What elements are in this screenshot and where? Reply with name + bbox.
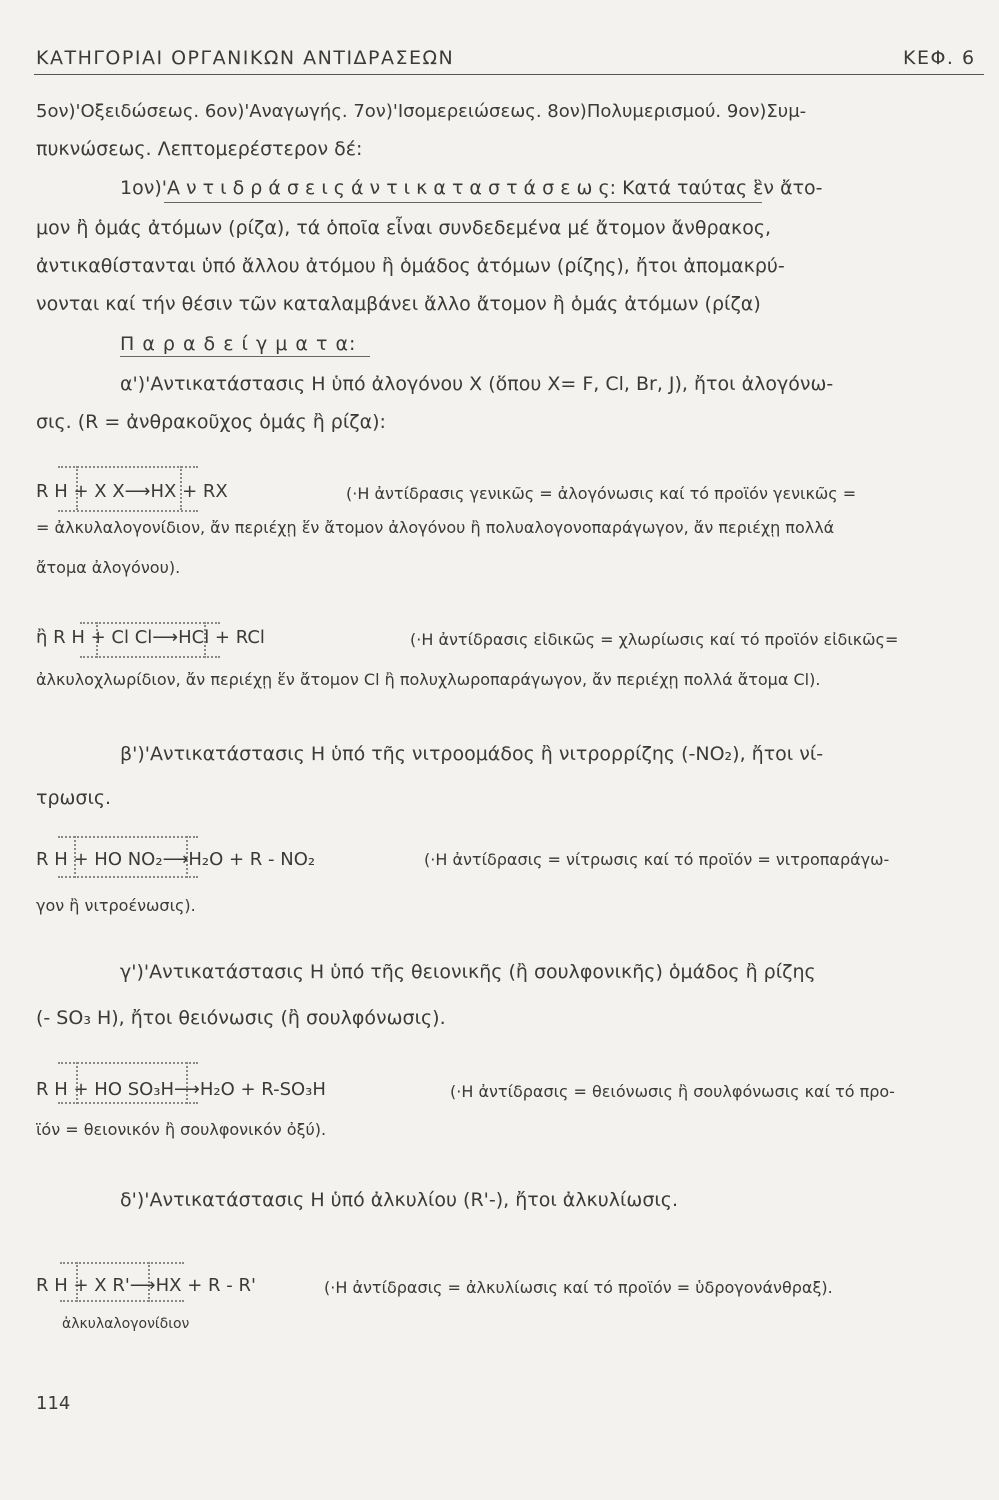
a-eq2-line-2: ἀλκυλοχλωρίδιον, ἄν περιέχῃ ἕν ἄτομον Cl ἢ πολυχλωροπαράγωγον, ἄν περιέχῃ πολλά ἄτομα Cl). <box>36 670 821 689</box>
a-eq1-note: (·Η ἀντίδρασις γενικῶς = ἀλογόνωσις καί τό προϊόν γενικῶς = <box>346 484 857 503</box>
b-eq-note: (·Η ἀντίδρασις = νίτρωσις καί τό προϊόν = νιτροπαράγω- <box>424 850 890 869</box>
chapter-label: ΚΕΦ. 6 <box>903 47 976 69</box>
section-line-2: μον ἢ ὁμάς ἀτόμων (ρίζα), τά ὁποῖα εἶναι συνδεδεμένα μέ ἄτομον ἄνθρακος, <box>36 217 772 239</box>
intro-line-2: πυκνώσεως. Λεπτομερέστερον δέ: <box>36 138 363 160</box>
c-line-2: (- SO₃ H), ἤτοι θειόνωσις (ἢ σουλφόνωσις). <box>36 1007 446 1029</box>
section-line-3: ἀντικαθίστανται ὑπό ἄλλου ἀτόμου ἢ ὁμάδος ἀτόμων (ρίζης), ἤτοι ἀπομακρύ- <box>36 255 785 277</box>
a-eq2-note: (·Η ἀντίδρασις εἰδικῶς = χλωρίωσις καί τό προϊόν εἰδικῶς= <box>410 630 899 649</box>
a-line-1: α')'Αντικατάστασις Η ὑπό ἀλογόνου Χ (ὅπου Χ= F, Cl, Br, J), ἤτοι ἀλογόνω- <box>120 373 834 395</box>
section-line-1-rest: Κατά ταύτας ἓν ἄτο- <box>622 177 823 199</box>
intro-line-1: 5ον)'Οξειδώσεως. 6ον)'Αναγωγής. 7ον)'Ισομερειώσεως. 8ον)Πολυμερισμού. 9ον)Συμ- <box>36 101 807 122</box>
a-eq1-line-3: ἄτομα ἀλογόνου). <box>36 558 181 577</box>
d-eq-sublabel: ἀλκυλαλογονίδιον <box>62 1316 190 1332</box>
examples-underline <box>120 356 370 357</box>
d-eq-note: (·Η ἀντίδρασις = ἀλκυλίωσις καί τό προϊόν = ὑδρογονάνθραξ). <box>324 1278 833 1297</box>
d-line-1: δ')'Αντικατάστασις Η ὑπό ἀλκυλίου (R'-), ἤτοι ἀλκυλίωσις. <box>120 1189 678 1211</box>
b-line-2: τρωσις. <box>36 787 112 809</box>
c-eq-dotbox-top <box>58 1062 198 1065</box>
c-eq-note: (·Η ἀντίδρασις = θειόνωσις ἢ σουλφόνωσις καί τό προ- <box>450 1082 895 1101</box>
section-heading <box>120 176 823 200</box>
examples-heading: Π α ρ α δ ε ί γ μ α τ α: <box>120 333 357 355</box>
b-eq-dotbox-top <box>58 836 198 839</box>
d-eq: R H + X R'⟶HX + R - R' <box>36 1275 256 1296</box>
b-line-1: β')'Αντικατάστασις Η ὑπό τῆς νιτροομάδος ἢ νιτρορρίζης (-NO₂), ἤτοι νί- <box>120 743 824 765</box>
heading-underline <box>164 202 762 203</box>
a-eq2: ἢ R H + Cl Cl⟶HCl + RCl <box>36 627 265 648</box>
a-eq2-dotbox-top <box>80 622 220 625</box>
c-line-1: γ')'Αντικατάστασις Η ὑπό τῆς θειονικῆς (ἢ σουλφονικῆς) ὁμάδος ἢ ρίζης <box>120 961 816 983</box>
a-eq1: R H + X X⟶HX + RX <box>36 481 228 502</box>
section-heading-text: 1ον)'Α ν τ ι δ ρ ά σ ε ι ς ά ν τ ι κ α τ α σ τ ά σ ε ω ς: <box>120 177 617 199</box>
a-eq1-dotbox-top <box>58 466 198 469</box>
c-eq: R H + HO SO₃H⟶H₂O + R-SO₃H <box>36 1079 326 1100</box>
a-eq1-line-2: = ἀλκυλαλογονίδιον, ἄν περιέχῃ ἕν ἄτομον ἀλογόνου ἢ πολυαλογονοπαράγωγον, ἄν περιέχῃ πολλά <box>36 518 835 537</box>
section-line-4: νονται καί τήν θέσιν τῶν καταλαμβάνει ἄλλο ἄτομον ἢ ὁμάς ἀτόμων (ρίζα) <box>36 293 761 315</box>
running-title: ΚΑΤΗΓΟΡΙΑΙ ΟΡΓΑΝΙΚΩΝ ΑΝΤΙΔΡΑΣΕΩΝ <box>36 47 455 69</box>
d-eq-dotbox-top <box>60 1262 184 1265</box>
header-rule <box>34 74 984 75</box>
a-line-2: σις. (R = ἀνθρακοῦχος ὁμάς ἢ ρίζα): <box>36 411 386 433</box>
b-eq-line-2: γον ἢ νιτροένωσις). <box>36 896 196 915</box>
page-number: 114 <box>36 1393 71 1414</box>
b-eq: R H + HO NO₂⟶H₂O + R - NO₂ <box>36 849 316 870</box>
c-eq-line-2: ϊόν = θειονικόν ἢ σουλφονικόν ὀξύ). <box>36 1120 327 1139</box>
